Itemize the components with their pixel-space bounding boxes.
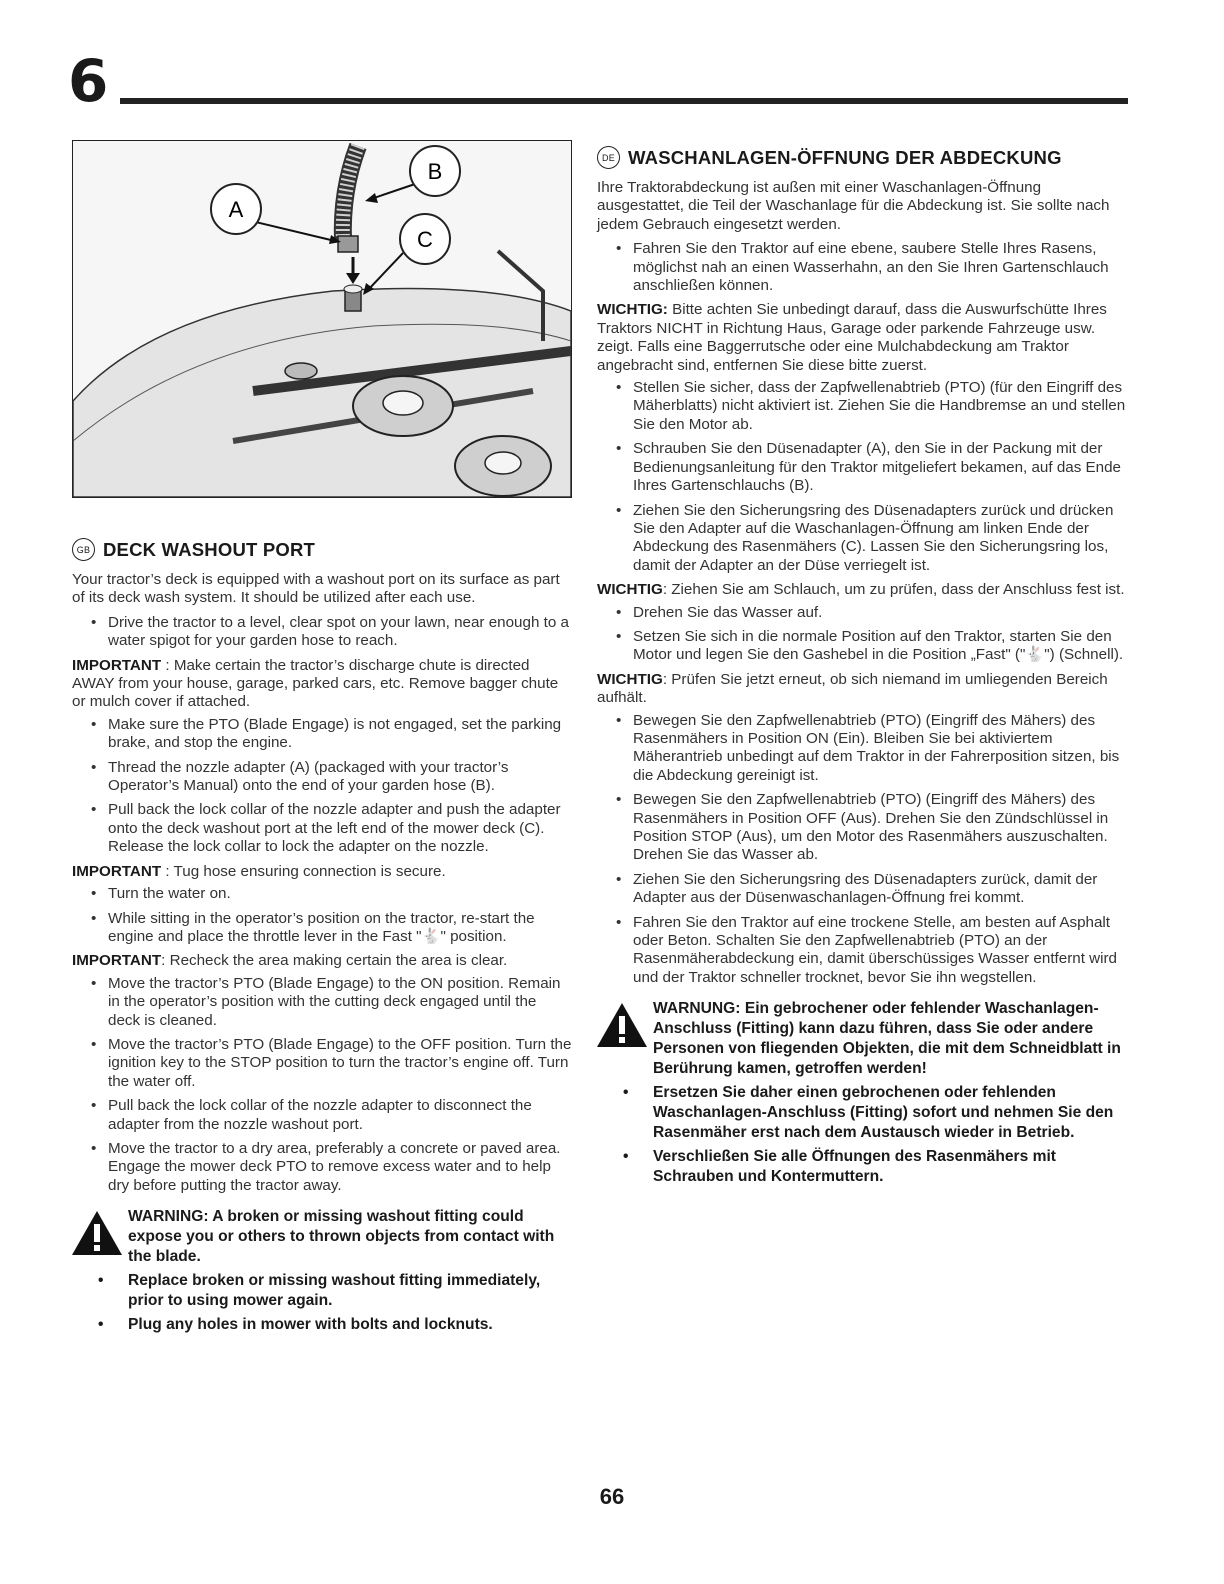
de-steps-3: [597, 604, 1127, 665]
instruction-step: • Stellen Sie sicher, dass der Zapfwellenabtrieb (PTO) (für den Eingriff des Mäherblatts) nicht aktiviert ist. Ziehen Sie die Handbremse an und stellen Sie den Motor ab.: [633, 379, 1127, 434]
instruction-step: • Ziehen Sie den Sicherungsring des Düsenadapters zurück und drücken Sie den Adapter auf die Waschanlagen-Öffnung am linken Ende der Abdeckung des Rasenmähers (C). Lassen Sie den Sicherungsring los, damit der Adapter an der Düse verriegelt ist.: [633, 502, 1127, 576]
de-warning-list: [597, 1083, 1127, 1187]
deck-washout-illustration: [72, 140, 572, 498]
instruction-step: • Move the tractor to a dry area, preferably a concrete or paved area. Engage the mower deck PTO to remove excess water and to help dry before putting the tractor away.: [108, 1140, 572, 1195]
gb-steps-2: [72, 716, 572, 857]
warning-item: • Ersetzen Sie daher einen gebrochenen oder fehlenden Waschanlagen-Anschluss (Fitting) sofort und nehmen Sie den Rasenmäher erst nach dem Austausch wieder in Betrieb.: [653, 1083, 1127, 1143]
warning-item: • Replace broken or missing washout fitting immediately, prior to using mower again.: [128, 1271, 572, 1311]
warning-item: • Plug any holes in mower with bolts and locknuts.: [128, 1315, 572, 1335]
gb-heading-text: DECK WASHOUT PORT: [103, 538, 316, 560]
left-column: [72, 140, 572, 1339]
gb-intro: Your tractor’s deck is equipped with a washout port on its surface as part of its deck wash system. It should be utilized after each use.: [72, 571, 560, 607]
instruction-step: • Ziehen Sie den Sicherungsring des Düsenadapters zurück, damit der Adapter aus der Düsenwaschanlagen-Öffnung frei kommt.: [633, 871, 1127, 908]
de-language-badge: DE: [597, 146, 620, 169]
instruction-step: • Bewegen Sie den Zapfwellenabtrieb (PTO) (Eingriff des Mähers) des Rasenmähers in Position OFF (Aus). Drehen Sie den Zündschlüssel in Position STOP (Aus), um den Motor des Rasenmähers auszuschalten. Drehen Sie das Wasser ab.: [633, 791, 1127, 865]
instruction-step: • Schrauben Sie den Düsenadapter (A), den Sie in der Packung mit der Bedienungsanleitung für den Traktor mitgeliefert bekamen, auf das Ende Ihres Gartenschlauchs (B).: [633, 440, 1127, 495]
de-important-1: WICHTIG: Bitte achten Sie unbedingt darauf, dass die Auswurfschütte Ihres Traktors NICHT in Richtung Haus, Garage oder parkende Fahrzeuge usw. zeigt. Falls eine Baggerrutsche oder eine Mulchabdeckung am Traktor angebracht sind, entfernen Sie diese bitte zuerst.: [597, 301, 1107, 374]
de-steps-2: [597, 379, 1127, 575]
instruction-step: • Drive the tractor to a level, clear spot on your lawn, near enough to a water spigot for your garden hose to reach.: [108, 614, 572, 651]
instruction-step: • While sitting in the operator’s position on the tractor, re-start the engine and place the throttle lever in the Fast "🐇" position.: [108, 910, 572, 947]
instruction-step: • Turn the water on.: [108, 885, 572, 903]
gb-warning: [72, 1207, 572, 1335]
instruction-step: • Setzen Sie sich in die normale Position auf den Traktor, starten Sie den Motor und legen Sie den Gashebel in die Position „Fast" ("🐇") (Schnell).: [633, 628, 1127, 665]
gb-heading: [72, 538, 572, 561]
gb-steps-1: [72, 614, 572, 651]
de-warning-text: WARNUNG: Ein gebrochener oder fehlender Waschanlagen-Anschluss (Fitting) kann dazu führen, dass Sie oder andere Personen von fliegenden Objekten, die mit dem Schneidblatt in Berührung kamen, getroffen werden!: [653, 1000, 1121, 1078]
gb-warning-text: WARNING: A broken or missing washout fitting could expose you or others to thrown objects from contact with the blade.: [128, 1208, 555, 1266]
de-warning: [597, 999, 1127, 1187]
instruction-step: • Pull back the lock collar of the nozzle adapter and push the adapter onto the deck washout port at the left end of the mower deck (C). Release the lock collar to lock the adapter on the nozzle.: [108, 801, 572, 856]
gb-section: [72, 538, 572, 1335]
gb-warning-list: [72, 1271, 572, 1335]
chapter-number: 6: [68, 47, 109, 115]
instruction-step: • Bewegen Sie den Zapfwellenabtrieb (PTO) (Eingriff des Mähers) des Rasenmähers in Position ON (Ein). Bleiben Sie bei aktiviertem Mäherantrieb unbedingt auf dem Traktor in der Fahrerposition sitzen, bis die Abdeckung gereinigt ist.: [633, 712, 1127, 786]
instruction-step: • Fahren Sie den Traktor auf eine trockene Stelle, am besten auf Asphalt oder Beton. Schalten Sie den Zapfwellenabtrieb (PTO) an der Rasenmäherabdeckung ein, damit überschüssiges Wasser entfernt wird und der Traktor schneller trocknet, bevor Sie ihn wegstellen.: [633, 914, 1127, 988]
warning-item: • Verschließen Sie alle Öffnungen des Rasenmähers mit Schrauben und Kontermuttern.: [653, 1147, 1127, 1187]
callout-c-label: C: [417, 227, 433, 252]
callout-a-label: A: [228, 197, 244, 222]
page-number: 66: [599, 1484, 625, 1509]
instruction-step: • Make sure the PTO (Blade Engage) is not engaged, set the parking brake, and stop the engine.: [108, 716, 572, 753]
instruction-step: • Pull back the lock collar of the nozzle adapter to disconnect the adapter from the nozzle washout port.: [108, 1097, 572, 1134]
de-important-3: WICHTIG: Prüfen Sie jetzt erneut, ob sich niemand im umliegenden Bereich aufhält.: [597, 670, 1108, 707]
de-important-2: WICHTIG: Ziehen Sie am Schlauch, um zu prüfen, dass der Anschluss fest ist.: [597, 581, 1125, 599]
instruction-step: • Move the tractor’s PTO (Blade Engage) to the ON position. Remain in the operator’s position with the cutting deck engaged until the deck is cleaned.: [108, 975, 572, 1030]
instruction-step: • Move the tractor’s PTO (Blade Engage) to the OFF position. Turn the ignition key to the STOP position to turn the tractor’s engine off. Turn the water off.: [108, 1036, 572, 1091]
de-heading-text: WASCHANLAGEN-ÖFFNUNG DER ABDECKUNG: [628, 146, 1062, 168]
de-heading: [597, 146, 1127, 169]
gb-important-1: IMPORTANT : Make certain the tractor’s discharge chute is directed AWAY from your house, garage, parked cars, etc. Remove bagger chute or mulch cover if attached.: [72, 656, 559, 711]
de-steps-4: [597, 712, 1127, 988]
de-intro: Ihre Traktorabdeckung ist außen mit einer Waschanlagen-Öffnung ausgestattet, die Teil der Waschanlage für die Abdeckung ist. Sie sollte nach jedem Gebrauch eingesetzt werden.: [597, 179, 1110, 233]
gb-steps-3: [72, 885, 572, 946]
instruction-step: • Fahren Sie den Traktor auf eine ebene, saubere Stelle Ihres Rasens, möglichst nah an einen Wasserhahn, an den Sie Ihren Gartenschlauch anschließen können.: [633, 240, 1127, 295]
warning-triangle-icon: [70, 1209, 124, 1257]
de-steps-1: [597, 240, 1127, 295]
instruction-step: • Drehen Sie das Wasser auf.: [633, 604, 1127, 622]
right-column: [597, 140, 1127, 1191]
callout-b-label: B: [427, 159, 443, 184]
mower-deck-drawing: [73, 141, 571, 497]
gb-steps-4: [72, 975, 572, 1195]
warning-triangle-icon: [595, 1001, 649, 1049]
gb-language-badge: GB: [72, 538, 95, 561]
header-rule: [120, 98, 1128, 104]
de-section: [597, 146, 1127, 1187]
instruction-step: • Thread the nozzle adapter (A) (packaged with your tractor’s Operator’s Manual) onto the end of your garden hose (B).: [108, 759, 572, 796]
gb-important-2: IMPORTANT : Tug hose ensuring connection is secure.: [72, 862, 446, 880]
gb-important-3: IMPORTANT: Recheck the area making certain the area is clear.: [72, 952, 508, 970]
